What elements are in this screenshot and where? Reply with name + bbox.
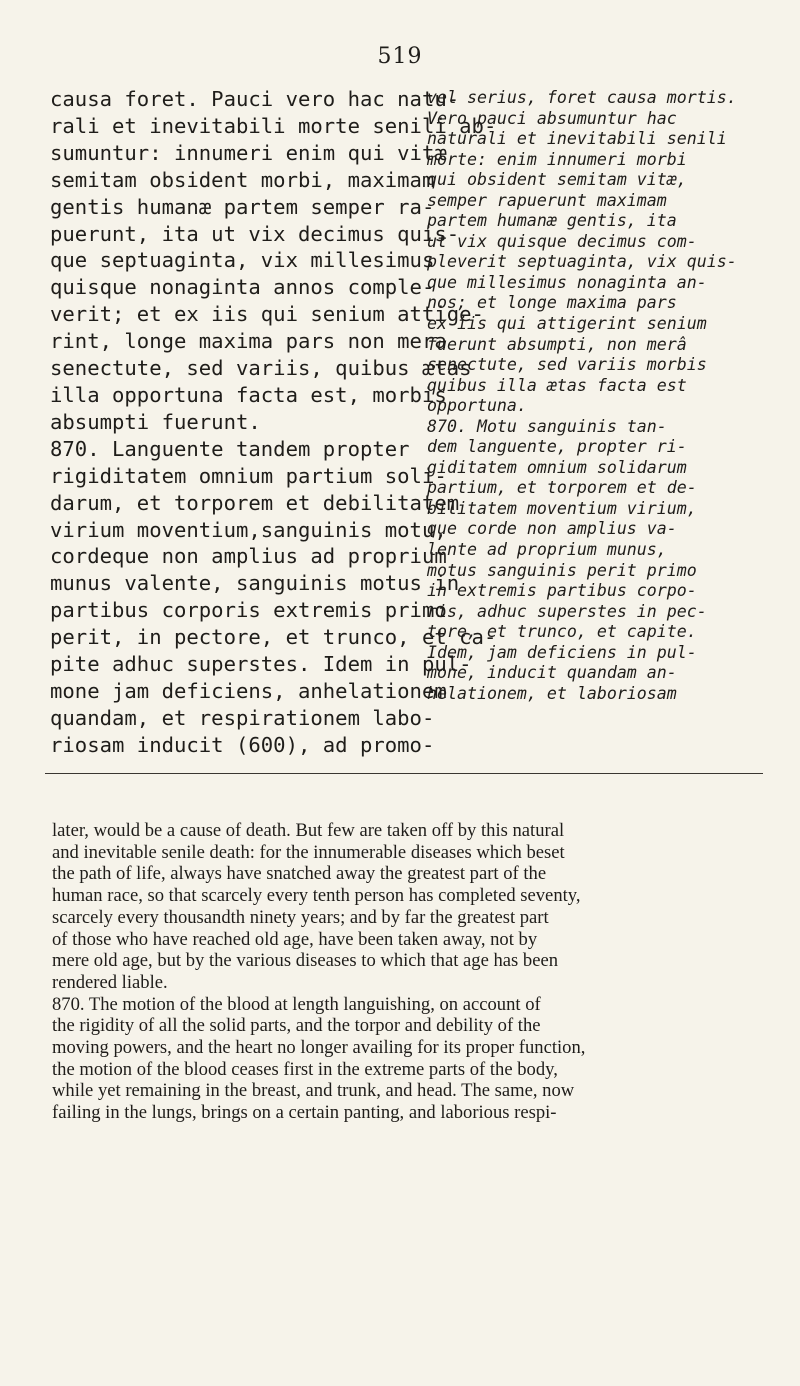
variant-line: ut vix quisque decimus com- — [427, 231, 697, 251]
latin-line: gentis humanæ partem semper ra- — [50, 194, 435, 219]
latin-line: puerunt, ita ut vix decimus quis- — [50, 221, 460, 246]
variant-line: pleverit septuaginta, vix quis- — [427, 252, 737, 272]
latin-line: que septuaginta, vix millesimus — [50, 248, 435, 273]
translation-line: the path of life, always have snatched away the greatest part of the — [52, 863, 547, 885]
translation-line: while yet remaining in the breast, and trunk, and head. The same, now — [52, 1080, 575, 1102]
variant-line: que millesimus nonaginta an- — [427, 272, 707, 292]
latin-line: darum, et torporem et debilitatem — [50, 490, 460, 515]
latin-text-column — [50, 86, 497, 759]
latin-line: perit, in pectore, et trunco, et ca- — [50, 625, 497, 650]
variant-line: in extremis partibus corpo- — [427, 581, 697, 601]
latin-line: partibus corporis extremis primo — [50, 598, 447, 623]
latin-line: verit; et ex iis qui senium attige- — [50, 302, 484, 327]
latin-line: quandam, et respirationem labo- — [50, 705, 435, 730]
translation-line: rendered liable. — [52, 971, 168, 993]
latin-line: quisque nonaginta annos comple- — [50, 275, 435, 300]
translation-line: the motion of the blood ceases first in the extreme parts of the body, — [52, 1058, 558, 1080]
translation-line: human race, so that scarcely every tenth person has completed seventy, — [52, 885, 581, 907]
variant-line: vel serius, foret causa mortis. — [427, 88, 737, 107]
variant-line: que corde non amplius va- — [427, 519, 677, 539]
variant-line: bilitatem moventium virium, — [427, 498, 697, 518]
variant-line: motus sanguinis perit primo — [427, 560, 697, 580]
latin-line: virium moventium,sanguinis motu, — [50, 517, 447, 542]
variant-line: lente ad proprium munus, — [427, 540, 667, 560]
latin-line: rali et inevitabili morte senili ab- — [50, 113, 497, 138]
translation-line: and inevitable senile death: for the innumerable diseases which beset — [52, 841, 565, 863]
latin-line: senectute, sed variis, quibus ætas — [50, 356, 472, 381]
translation-line: the rigidity of all the solid parts, and the torpor and debility of the — [52, 1015, 541, 1037]
latin-line: illa opportuna facta est, morbis — [50, 382, 447, 407]
variant-line: opportuna. — [427, 396, 527, 416]
variant-line: dem languente, propter ri- — [427, 437, 687, 457]
variant-line: giditatem omnium solidarum — [427, 457, 687, 477]
variant-line: fuerunt absumpti, non merâ — [427, 334, 687, 354]
variant-line: mone, inducit quandam an- — [427, 663, 677, 683]
variant-line: helationem, et laboriosam — [427, 683, 677, 703]
variant-line: partem humanæ gentis, ita — [427, 211, 677, 231]
translation-line: mere old age, but by the various diseases to which that age has been — [52, 950, 559, 972]
english-translation — [52, 820, 764, 1124]
variant-line: senectute, sed variis morbis — [427, 355, 707, 375]
variant-line: partium, et torporem et de- — [427, 478, 697, 498]
translation-line: of those who have reached old age, have been taken away, not by — [52, 928, 538, 950]
latin-line: rint, longe maxima pars non mera — [50, 329, 447, 354]
variant-line: ex iis qui attigerint senium — [427, 314, 707, 334]
variant-line: 870. Motu sanguinis tan- — [427, 416, 667, 436]
variant-line: morte: enim innumeri morbi — [427, 149, 687, 169]
latin-variant-column — [427, 88, 757, 704]
page-number: 519 — [377, 44, 423, 69]
translation-line: moving powers, and the heart no longer availing for its proper function, — [52, 1037, 586, 1059]
variant-line: quibus illa ætas facta est — [427, 375, 687, 395]
latin-line: semitam obsident morbi, maximam — [50, 167, 435, 192]
latin-line: sumuntur: innumeri enim qui vitæ — [50, 140, 447, 165]
variant-line: tore, et trunco, et capite. — [427, 622, 697, 642]
translation-line: later, would be a cause of death. But few are taken off by this natural — [52, 820, 565, 841]
latin-line: rigiditatem omnium partium soli- — [50, 463, 447, 488]
variant-line: qui obsident semitam vitæ, — [427, 170, 687, 190]
latin-line: mone jam deficiens, anhelationem — [50, 678, 447, 703]
latin-line: cordeque non amplius ad proprium — [50, 544, 447, 569]
latin-line: 870. Languente tandem propter — [50, 436, 410, 461]
section-divider — [45, 773, 763, 774]
variant-line: naturali et inevitabili senili — [427, 129, 727, 149]
latin-line: pite adhuc superstes. Idem in pul- — [50, 652, 472, 677]
translation-line: scarcely every thousandth ninety years; and by far the greatest part — [52, 906, 549, 928]
latin-line: munus valente, sanguinis motus in — [50, 571, 460, 596]
translation-line: failing in the lungs, brings on a certain panting, and laborious respi- — [52, 1102, 557, 1124]
variant-line: semper rapuerunt maximam — [427, 190, 667, 210]
latin-line: riosam inducit (600), ad promo- — [50, 732, 435, 757]
latin-line: absumpti fuerunt. — [50, 409, 261, 434]
latin-line: causa foret. Pauci vero hac natu- — [50, 87, 460, 111]
variant-line: Vero pauci absumuntur hac — [427, 108, 677, 128]
variant-line: nos; et longe maxima pars — [427, 293, 677, 313]
variant-line: Idem, jam deficiens in pul- — [427, 642, 697, 662]
translation-line: 870. The motion of the blood at length languishing, on account of — [52, 993, 541, 1015]
variant-line: ris, adhuc superstes in pec- — [427, 601, 707, 621]
